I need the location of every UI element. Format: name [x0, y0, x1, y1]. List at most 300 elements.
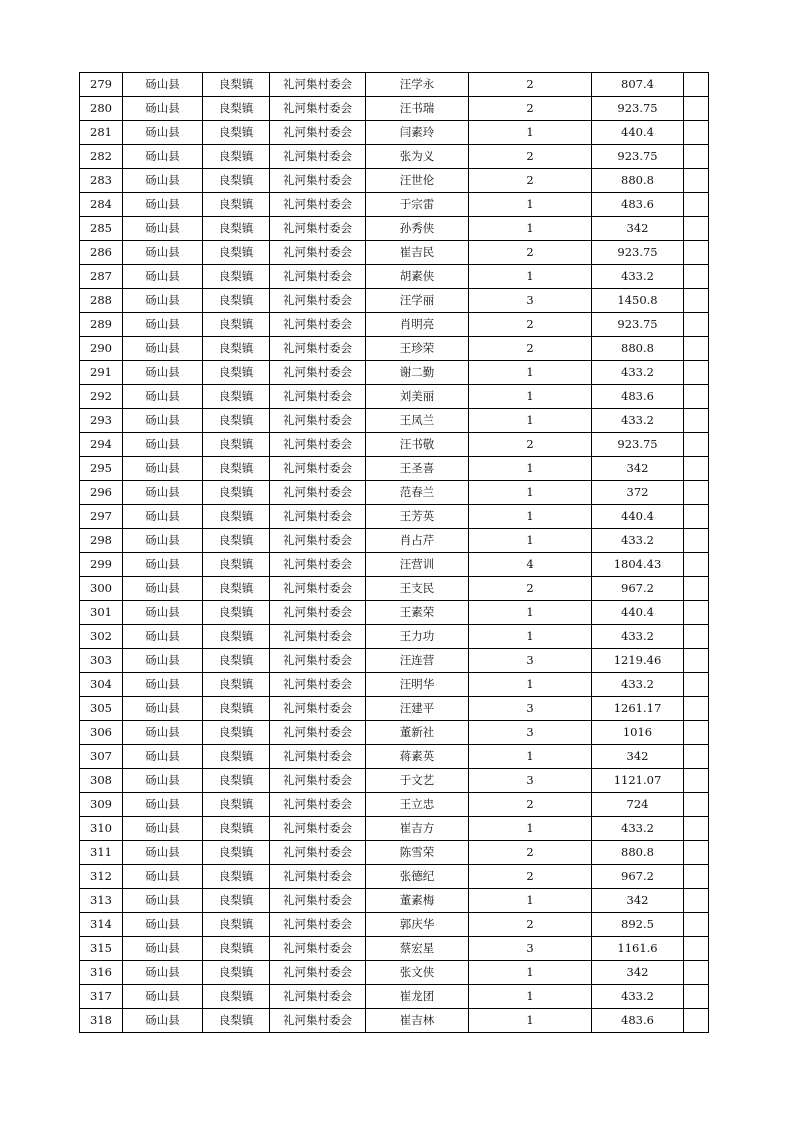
household-size-cell: 2	[469, 913, 592, 937]
household-size-cell: 1	[469, 385, 592, 409]
remark-cell	[684, 505, 709, 529]
town-cell: 良梨镇	[203, 289, 270, 313]
name-cell: 蔡宏星	[366, 937, 469, 961]
household-size-cell: 2	[469, 313, 592, 337]
row-number-cell: 310	[80, 817, 123, 841]
row-number-cell: 304	[80, 673, 123, 697]
name-cell: 张德纪	[366, 865, 469, 889]
table-row	[80, 193, 709, 217]
name-cell: 王素荣	[366, 601, 469, 625]
name-cell: 崔吉方	[366, 817, 469, 841]
town-cell: 良梨镇	[203, 697, 270, 721]
remark-cell	[684, 145, 709, 169]
name-cell: 孙秀侠	[366, 217, 469, 241]
table-row	[80, 145, 709, 169]
row-number-cell: 295	[80, 457, 123, 481]
amount-cell: 880.8	[592, 169, 684, 193]
table-row	[80, 817, 709, 841]
amount-cell: 923.75	[592, 97, 684, 121]
name-cell: 谢二勤	[366, 361, 469, 385]
household-size-cell: 2	[469, 577, 592, 601]
name-cell: 张为义	[366, 145, 469, 169]
county-cell: 砀山县	[123, 841, 203, 865]
remark-cell	[684, 481, 709, 505]
amount-cell: 433.2	[592, 625, 684, 649]
household-size-cell: 1	[469, 481, 592, 505]
village-committee-cell: 礼河集村委会	[270, 817, 366, 841]
town-cell: 良梨镇	[203, 601, 270, 625]
amount-cell: 433.2	[592, 673, 684, 697]
name-cell: 汪书瑞	[366, 97, 469, 121]
amount-cell: 342	[592, 961, 684, 985]
county-cell: 砀山县	[123, 241, 203, 265]
village-committee-cell: 礼河集村委会	[270, 553, 366, 577]
table-row	[80, 1009, 709, 1033]
county-cell: 砀山县	[123, 289, 203, 313]
table-row	[80, 241, 709, 265]
household-size-cell: 3	[469, 721, 592, 745]
amount-cell: 433.2	[592, 361, 684, 385]
household-size-cell: 2	[469, 97, 592, 121]
name-cell: 王力功	[366, 625, 469, 649]
county-cell: 砀山县	[123, 817, 203, 841]
county-cell: 砀山县	[123, 265, 203, 289]
town-cell: 良梨镇	[203, 841, 270, 865]
remark-cell	[684, 721, 709, 745]
name-cell: 王支民	[366, 577, 469, 601]
name-cell: 崔龙团	[366, 985, 469, 1009]
town-cell: 良梨镇	[203, 937, 270, 961]
county-cell: 砀山县	[123, 601, 203, 625]
county-cell: 砀山县	[123, 385, 203, 409]
amount-cell: 342	[592, 217, 684, 241]
household-size-cell: 2	[469, 793, 592, 817]
household-size-cell: 1	[469, 217, 592, 241]
household-subsidy-table	[79, 72, 709, 1033]
town-cell: 良梨镇	[203, 625, 270, 649]
name-cell: 汪营训	[366, 553, 469, 577]
county-cell: 砀山县	[123, 961, 203, 985]
household-size-cell: 1	[469, 673, 592, 697]
remark-cell	[684, 241, 709, 265]
table-row	[80, 289, 709, 313]
household-size-cell: 2	[469, 433, 592, 457]
remark-cell	[684, 529, 709, 553]
amount-cell: 892.5	[592, 913, 684, 937]
amount-cell: 1161.6	[592, 937, 684, 961]
town-cell: 良梨镇	[203, 217, 270, 241]
village-committee-cell: 礼河集村委会	[270, 769, 366, 793]
county-cell: 砀山县	[123, 337, 203, 361]
village-committee-cell: 礼河集村委会	[270, 1009, 366, 1033]
amount-cell: 923.75	[592, 313, 684, 337]
county-cell: 砀山县	[123, 433, 203, 457]
household-size-cell: 2	[469, 865, 592, 889]
village-committee-cell: 礼河集村委会	[270, 961, 366, 985]
town-cell: 良梨镇	[203, 649, 270, 673]
amount-cell: 433.2	[592, 985, 684, 1009]
household-size-cell: 3	[469, 289, 592, 313]
remark-cell	[684, 553, 709, 577]
town-cell: 良梨镇	[203, 409, 270, 433]
amount-cell: 433.2	[592, 409, 684, 433]
town-cell: 良梨镇	[203, 673, 270, 697]
village-committee-cell: 礼河集村委会	[270, 433, 366, 457]
remark-cell	[684, 697, 709, 721]
household-size-cell: 1	[469, 193, 592, 217]
remark-cell	[684, 961, 709, 985]
remark-cell	[684, 817, 709, 841]
village-committee-cell: 礼河集村委会	[270, 745, 366, 769]
household-size-cell: 2	[469, 337, 592, 361]
name-cell: 肖占芹	[366, 529, 469, 553]
amount-cell: 483.6	[592, 1009, 684, 1033]
row-number-cell: 316	[80, 961, 123, 985]
table-body	[80, 73, 709, 1033]
table-row	[80, 937, 709, 961]
household-size-cell: 1	[469, 889, 592, 913]
name-cell: 王立忠	[366, 793, 469, 817]
county-cell: 砀山县	[123, 769, 203, 793]
household-size-cell: 1	[469, 985, 592, 1009]
name-cell: 肖明亮	[366, 313, 469, 337]
town-cell: 良梨镇	[203, 193, 270, 217]
town-cell: 良梨镇	[203, 97, 270, 121]
county-cell: 砀山县	[123, 1009, 203, 1033]
village-committee-cell: 礼河集村委会	[270, 577, 366, 601]
amount-cell: 342	[592, 457, 684, 481]
amount-cell: 440.4	[592, 505, 684, 529]
name-cell: 刘美丽	[366, 385, 469, 409]
table-row	[80, 769, 709, 793]
amount-cell: 967.2	[592, 577, 684, 601]
county-cell: 砀山县	[123, 169, 203, 193]
county-cell: 砀山县	[123, 673, 203, 697]
household-size-cell: 3	[469, 649, 592, 673]
village-committee-cell: 礼河集村委会	[270, 721, 366, 745]
remark-cell	[684, 169, 709, 193]
county-cell: 砀山县	[123, 721, 203, 745]
village-committee-cell: 礼河集村委会	[270, 313, 366, 337]
county-cell: 砀山县	[123, 529, 203, 553]
amount-cell: 1804.43	[592, 553, 684, 577]
amount-cell: 880.8	[592, 841, 684, 865]
amount-cell: 1121.07	[592, 769, 684, 793]
amount-cell: 372	[592, 481, 684, 505]
county-cell: 砀山县	[123, 121, 203, 145]
household-size-cell: 2	[469, 841, 592, 865]
name-cell: 范春兰	[366, 481, 469, 505]
row-number-cell: 311	[80, 841, 123, 865]
remark-cell	[684, 913, 709, 937]
amount-cell: 440.4	[592, 121, 684, 145]
row-number-cell: 286	[80, 241, 123, 265]
row-number-cell: 301	[80, 601, 123, 625]
remark-cell	[684, 841, 709, 865]
remark-cell	[684, 433, 709, 457]
remark-cell	[684, 265, 709, 289]
row-number-cell: 292	[80, 385, 123, 409]
name-cell: 崔吉林	[366, 1009, 469, 1033]
remark-cell	[684, 289, 709, 313]
name-cell: 汪世伦	[366, 169, 469, 193]
row-number-cell: 308	[80, 769, 123, 793]
county-cell: 砀山县	[123, 577, 203, 601]
name-cell: 王芳英	[366, 505, 469, 529]
row-number-cell: 289	[80, 313, 123, 337]
table-row	[80, 721, 709, 745]
village-committee-cell: 礼河集村委会	[270, 673, 366, 697]
remark-cell	[684, 625, 709, 649]
remark-cell	[684, 769, 709, 793]
table-row	[80, 409, 709, 433]
remark-cell	[684, 985, 709, 1009]
table-row	[80, 865, 709, 889]
amount-cell: 433.2	[592, 529, 684, 553]
remark-cell	[684, 577, 709, 601]
county-cell: 砀山县	[123, 889, 203, 913]
row-number-cell: 299	[80, 553, 123, 577]
county-cell: 砀山县	[123, 217, 203, 241]
name-cell: 于宗雷	[366, 193, 469, 217]
town-cell: 良梨镇	[203, 313, 270, 337]
village-committee-cell: 礼河集村委会	[270, 193, 366, 217]
name-cell: 汪学丽	[366, 289, 469, 313]
household-size-cell: 2	[469, 73, 592, 97]
name-cell: 王珍荣	[366, 337, 469, 361]
town-cell: 良梨镇	[203, 361, 270, 385]
table-row	[80, 745, 709, 769]
row-number-cell: 291	[80, 361, 123, 385]
town-cell: 良梨镇	[203, 265, 270, 289]
village-committee-cell: 礼河集村委会	[270, 409, 366, 433]
table-row	[80, 217, 709, 241]
name-cell: 董素梅	[366, 889, 469, 913]
remark-cell	[684, 193, 709, 217]
town-cell: 良梨镇	[203, 769, 270, 793]
remark-cell	[684, 73, 709, 97]
row-number-cell: 297	[80, 505, 123, 529]
row-number-cell: 309	[80, 793, 123, 817]
household-size-cell: 1	[469, 409, 592, 433]
table-row	[80, 337, 709, 361]
village-committee-cell: 礼河集村委会	[270, 361, 366, 385]
household-size-cell: 4	[469, 553, 592, 577]
table-row	[80, 601, 709, 625]
amount-cell: 342	[592, 889, 684, 913]
village-committee-cell: 礼河集村委会	[270, 937, 366, 961]
county-cell: 砀山县	[123, 985, 203, 1009]
town-cell: 良梨镇	[203, 817, 270, 841]
table-row	[80, 697, 709, 721]
village-committee-cell: 礼河集村委会	[270, 337, 366, 361]
table-row	[80, 889, 709, 913]
town-cell: 良梨镇	[203, 913, 270, 937]
village-committee-cell: 礼河集村委会	[270, 649, 366, 673]
remark-cell	[684, 361, 709, 385]
village-committee-cell: 礼河集村委会	[270, 241, 366, 265]
village-committee-cell: 礼河集村委会	[270, 889, 366, 913]
row-number-cell: 302	[80, 625, 123, 649]
table-row	[80, 433, 709, 457]
row-number-cell: 303	[80, 649, 123, 673]
village-committee-cell: 礼河集村委会	[270, 529, 366, 553]
amount-cell: 880.8	[592, 337, 684, 361]
amount-cell: 1261.17	[592, 697, 684, 721]
village-committee-cell: 礼河集村委会	[270, 625, 366, 649]
household-size-cell: 1	[469, 457, 592, 481]
remark-cell	[684, 121, 709, 145]
name-cell: 陈雪荣	[366, 841, 469, 865]
amount-cell: 923.75	[592, 433, 684, 457]
county-cell: 砀山县	[123, 505, 203, 529]
row-number-cell: 306	[80, 721, 123, 745]
remark-cell	[684, 385, 709, 409]
household-size-cell: 1	[469, 529, 592, 553]
village-committee-cell: 礼河集村委会	[270, 697, 366, 721]
village-committee-cell: 礼河集村委会	[270, 97, 366, 121]
household-size-cell: 1	[469, 265, 592, 289]
name-cell: 王圣喜	[366, 457, 469, 481]
village-committee-cell: 礼河集村委会	[270, 121, 366, 145]
amount-cell: 724	[592, 793, 684, 817]
table-row	[80, 577, 709, 601]
table-row	[80, 961, 709, 985]
household-size-cell: 2	[469, 241, 592, 265]
table-row	[80, 361, 709, 385]
row-number-cell: 282	[80, 145, 123, 169]
remark-cell	[684, 889, 709, 913]
town-cell: 良梨镇	[203, 73, 270, 97]
town-cell: 良梨镇	[203, 745, 270, 769]
town-cell: 良梨镇	[203, 385, 270, 409]
table-row	[80, 793, 709, 817]
town-cell: 良梨镇	[203, 241, 270, 265]
remark-cell	[684, 457, 709, 481]
name-cell: 张文侠	[366, 961, 469, 985]
amount-cell: 1219.46	[592, 649, 684, 673]
table-row	[80, 673, 709, 697]
amount-cell: 342	[592, 745, 684, 769]
household-size-cell: 2	[469, 169, 592, 193]
village-committee-cell: 礼河集村委会	[270, 913, 366, 937]
county-cell: 砀山县	[123, 937, 203, 961]
household-size-cell: 1	[469, 625, 592, 649]
remark-cell	[684, 601, 709, 625]
household-size-cell: 1	[469, 745, 592, 769]
row-number-cell: 312	[80, 865, 123, 889]
table-row	[80, 529, 709, 553]
county-cell: 砀山县	[123, 97, 203, 121]
village-committee-cell: 礼河集村委会	[270, 481, 366, 505]
remark-cell	[684, 217, 709, 241]
row-number-cell: 284	[80, 193, 123, 217]
row-number-cell: 315	[80, 937, 123, 961]
household-size-cell: 1	[469, 361, 592, 385]
remark-cell	[684, 649, 709, 673]
row-number-cell: 318	[80, 1009, 123, 1033]
amount-cell: 923.75	[592, 241, 684, 265]
county-cell: 砀山县	[123, 409, 203, 433]
county-cell: 砀山县	[123, 481, 203, 505]
table-row	[80, 121, 709, 145]
table-row	[80, 841, 709, 865]
amount-cell: 967.2	[592, 865, 684, 889]
amount-cell: 433.2	[592, 817, 684, 841]
village-committee-cell: 礼河集村委会	[270, 289, 366, 313]
county-cell: 砀山县	[123, 745, 203, 769]
county-cell: 砀山县	[123, 553, 203, 577]
town-cell: 良梨镇	[203, 553, 270, 577]
household-size-cell: 1	[469, 1009, 592, 1033]
village-committee-cell: 礼河集村委会	[270, 985, 366, 1009]
row-number-cell: 293	[80, 409, 123, 433]
name-cell: 汪学永	[366, 73, 469, 97]
town-cell: 良梨镇	[203, 121, 270, 145]
row-number-cell: 288	[80, 289, 123, 313]
household-size-cell: 1	[469, 121, 592, 145]
name-cell: 汪连营	[366, 649, 469, 673]
table-row	[80, 385, 709, 409]
household-size-cell: 2	[469, 145, 592, 169]
county-cell: 砀山县	[123, 649, 203, 673]
remark-cell	[684, 97, 709, 121]
table-row	[80, 649, 709, 673]
county-cell: 砀山县	[123, 865, 203, 889]
county-cell: 砀山县	[123, 625, 203, 649]
town-cell: 良梨镇	[203, 457, 270, 481]
remark-cell	[684, 337, 709, 361]
amount-cell: 1016	[592, 721, 684, 745]
county-cell: 砀山县	[123, 793, 203, 817]
name-cell: 胡素侠	[366, 265, 469, 289]
household-size-cell: 1	[469, 505, 592, 529]
row-number-cell: 281	[80, 121, 123, 145]
household-size-cell: 3	[469, 769, 592, 793]
name-cell: 汪书敬	[366, 433, 469, 457]
table-row	[80, 625, 709, 649]
row-number-cell: 313	[80, 889, 123, 913]
county-cell: 砀山县	[123, 193, 203, 217]
table-row	[80, 97, 709, 121]
remark-cell	[684, 409, 709, 433]
row-number-cell: 285	[80, 217, 123, 241]
row-number-cell: 287	[80, 265, 123, 289]
amount-cell: 923.75	[592, 145, 684, 169]
name-cell: 于文艺	[366, 769, 469, 793]
remark-cell	[684, 865, 709, 889]
county-cell: 砀山县	[123, 313, 203, 337]
amount-cell: 483.6	[592, 193, 684, 217]
household-size-cell: 3	[469, 937, 592, 961]
household-size-cell: 1	[469, 601, 592, 625]
name-cell: 闫素玲	[366, 121, 469, 145]
town-cell: 良梨镇	[203, 721, 270, 745]
county-cell: 砀山县	[123, 361, 203, 385]
town-cell: 良梨镇	[203, 865, 270, 889]
village-committee-cell: 礼河集村委会	[270, 145, 366, 169]
remark-cell	[684, 937, 709, 961]
row-number-cell: 283	[80, 169, 123, 193]
amount-cell: 483.6	[592, 385, 684, 409]
town-cell: 良梨镇	[203, 577, 270, 601]
town-cell: 良梨镇	[203, 505, 270, 529]
name-cell: 王凤兰	[366, 409, 469, 433]
name-cell: 汪明华	[366, 673, 469, 697]
document-page	[79, 72, 708, 1033]
town-cell: 良梨镇	[203, 985, 270, 1009]
village-committee-cell: 礼河集村委会	[270, 865, 366, 889]
